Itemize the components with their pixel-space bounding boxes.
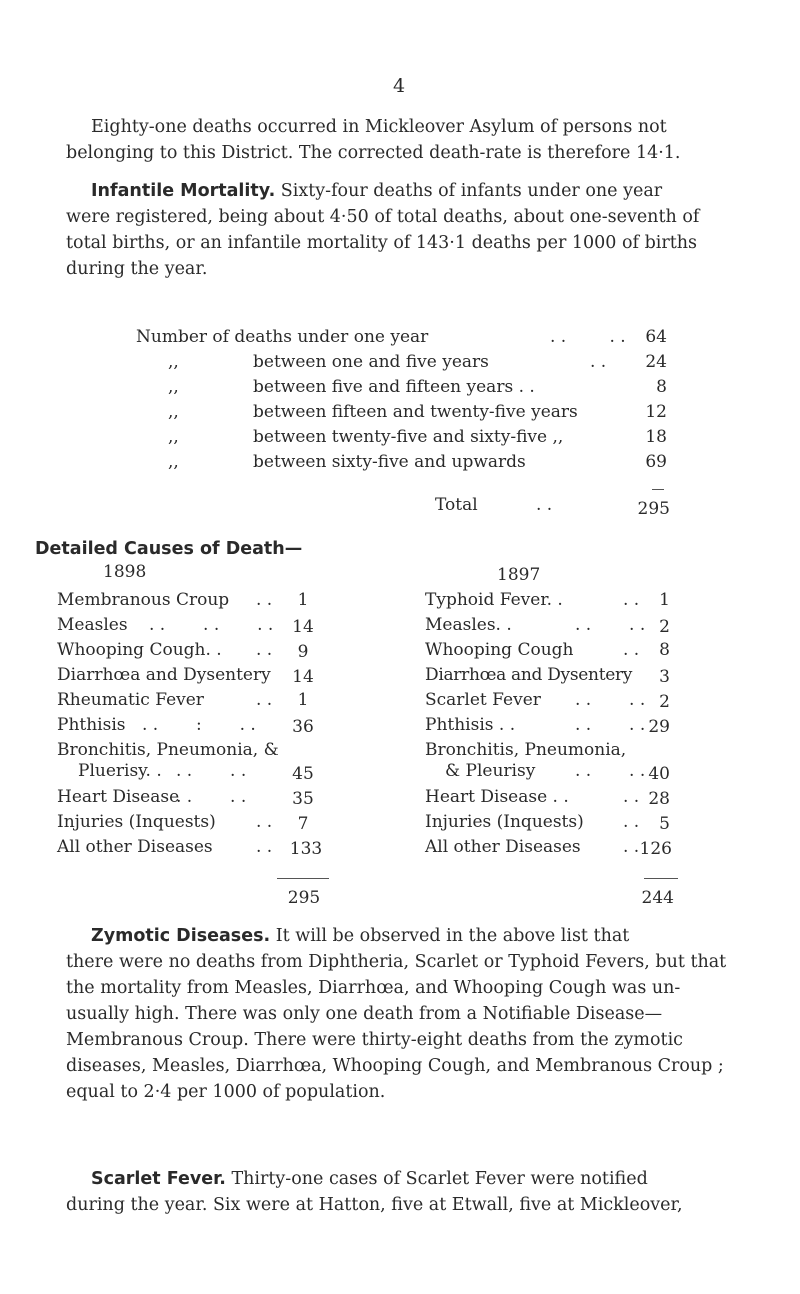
cause-dots: . . bbox=[256, 590, 273, 610]
zymotic-line-5: Membranous Croup. There were thirty-eight deaths from the zymotic bbox=[66, 1030, 683, 1050]
cause-dots: . . . . bbox=[575, 615, 646, 635]
cause-dots: . . bbox=[256, 812, 273, 832]
cause-label: Phthisis . . bbox=[425, 715, 516, 735]
zymotic-line-4: usually high. There was only one death from a Notifiable Disease— bbox=[66, 1004, 663, 1024]
infantile-line-4: during the year. bbox=[66, 259, 208, 279]
cause-value: 2 bbox=[659, 617, 670, 637]
cause-dots: . . . . bbox=[176, 787, 247, 807]
cause-label: All other Diseases bbox=[57, 837, 213, 857]
cause-label: Measles. . bbox=[425, 615, 512, 635]
cause-value: 1 bbox=[297, 690, 309, 710]
cause-value: 28 bbox=[648, 789, 670, 809]
cause-dots: . . . . bbox=[575, 690, 646, 710]
zymotic-line-2: there were no deaths from Diphtheria, Scarlet or Typhoid Fevers, but that bbox=[66, 952, 727, 972]
age-row-dots: . . bbox=[590, 352, 607, 372]
age-row-dots: . . . . bbox=[550, 327, 626, 347]
cause-value: 3 bbox=[659, 667, 670, 687]
scarlet-line-1-rest: Thirty-one cases of Scarlet Fever were notified bbox=[225, 1169, 648, 1189]
zymotic-line-3: the mortality from Measles, Diarrhœa, and Whooping Cough was un- bbox=[66, 978, 681, 998]
cause-value: 29 bbox=[648, 717, 670, 737]
cause-label: All other Diseases bbox=[425, 837, 581, 857]
zymotic-line-1 bbox=[66, 923, 766, 949]
zymotic-line-6: diseases, Measles, Diarrhœa, Whooping Cough, and Membranous Croup ; bbox=[66, 1056, 724, 1076]
page-number: 4 bbox=[393, 75, 406, 97]
cause-value: 35 bbox=[292, 789, 314, 809]
age-row-value: 18 bbox=[645, 427, 667, 447]
age-row-prefix: ,, bbox=[168, 427, 179, 447]
cause-dots: . . bbox=[256, 837, 273, 857]
infantile-line-3: total births, or an infantile mortality of 143·1 deaths per 1000 of births bbox=[66, 233, 698, 253]
cause-label-cont: & Pleurisy bbox=[445, 761, 536, 781]
cause-value: 1 bbox=[297, 590, 309, 610]
age-row-value: 24 bbox=[645, 352, 667, 372]
causes-right-total-rule bbox=[644, 878, 678, 879]
age-row bbox=[136, 327, 428, 347]
cause-label: Injuries (Inquests) bbox=[57, 812, 216, 832]
cause-value: 40 bbox=[648, 764, 670, 784]
age-total-value: 295 bbox=[637, 499, 670, 519]
cause-label: Scarlet Fever bbox=[425, 690, 541, 710]
scarlet-line-1 bbox=[66, 1166, 766, 1192]
cause-dots: . . . . bbox=[176, 761, 247, 781]
cause-dots: . . bbox=[623, 590, 640, 610]
cause-dots: . . . . bbox=[575, 715, 646, 735]
age-row-value: 8 bbox=[656, 377, 667, 397]
scarlet-heading: Scarlet Fever. bbox=[91, 1169, 226, 1189]
age-row-prefix: ,, bbox=[168, 452, 179, 472]
cause-value: 45 bbox=[292, 764, 314, 784]
cause-label: Whooping Cough. . bbox=[57, 640, 222, 660]
cause-label-cont: Pluerisy. . bbox=[78, 761, 162, 781]
age-total-rule bbox=[652, 489, 664, 490]
cause-value: 9 bbox=[297, 642, 309, 662]
cause-dots: . . bbox=[623, 640, 640, 660]
cause-label: Membranous Croup bbox=[57, 590, 230, 610]
cause-value: 1 bbox=[659, 590, 670, 610]
scarlet-paragraph bbox=[66, 1166, 766, 1218]
cause-value: 2 bbox=[659, 692, 670, 712]
age-row-prefix: ,, bbox=[168, 377, 179, 397]
cause-label: Injuries (Inquests) bbox=[425, 812, 584, 832]
infantile-line-2: were registered, being about 4·50 of total deaths, about one-seventh of bbox=[66, 207, 700, 227]
scarlet-line-2: during the year. Six were at Hatton, five at Etwall, five at Mickleover, bbox=[66, 1195, 683, 1215]
cause-value: 14 bbox=[292, 667, 314, 687]
cause-value: 133 bbox=[289, 839, 323, 859]
causes-heading: Detailed Causes of Death— bbox=[35, 539, 303, 559]
intro-line-1: Eighty-one deaths occurred in Mickleover Asylum of persons not bbox=[91, 117, 667, 137]
cause-dots: . . bbox=[256, 640, 273, 660]
causes-right-total: 244 bbox=[641, 888, 674, 908]
cause-value: 5 bbox=[659, 814, 670, 834]
age-row-label: between one and five years bbox=[253, 352, 489, 372]
age-total-label: Total bbox=[435, 495, 478, 515]
age-row-value: 12 bbox=[645, 402, 667, 422]
age-row-label: between twenty-five and sixty-five ,, bbox=[253, 427, 564, 447]
cause-label: Rheumatic Fever bbox=[57, 690, 204, 710]
causes-left-total-rule bbox=[277, 878, 329, 879]
cause-value: 8 bbox=[659, 640, 670, 660]
zymotic-line-1-rest: It will be observed in the above list that bbox=[270, 926, 630, 946]
cause-dots: . . bbox=[256, 690, 273, 710]
cause-dots: . . bbox=[623, 812, 640, 832]
infantile-heading: Infantile Mortality. bbox=[91, 181, 276, 201]
intro-paragraph bbox=[66, 114, 766, 166]
cause-label: Phthisis bbox=[57, 715, 126, 735]
cause-dots: . . . . . . bbox=[149, 615, 274, 635]
zymotic-paragraph bbox=[66, 923, 766, 1105]
infantile-line-1-rest: Sixty-four deaths of infants under one year bbox=[275, 181, 663, 201]
cause-label: Bronchitis, Pneumonia, bbox=[425, 740, 627, 760]
age-row-prefix: ,, bbox=[168, 352, 179, 372]
year-right: 1897 bbox=[497, 565, 541, 585]
infantile-paragraph bbox=[66, 178, 766, 282]
cause-value: 36 bbox=[292, 717, 314, 737]
age-row-value: 64 bbox=[645, 327, 667, 347]
year-left: 1898 bbox=[103, 562, 147, 582]
zymotic-line-7: equal to 2·4 per 1000 of population. bbox=[66, 1082, 386, 1102]
age-total-dots: . . bbox=[536, 495, 553, 515]
cause-dots: . . . . bbox=[575, 761, 646, 781]
cause-label: Diarrhœa and Dysentery bbox=[425, 665, 633, 685]
cause-dots: . . bbox=[623, 787, 640, 807]
cause-dots: . . bbox=[623, 837, 640, 857]
causes-left-total: 295 bbox=[287, 888, 321, 908]
cause-label: Measles bbox=[57, 615, 128, 635]
cause-dots: . . : . . bbox=[142, 715, 256, 735]
cause-label: Typhoid Fever. . bbox=[425, 590, 563, 610]
age-row-value: 69 bbox=[645, 452, 667, 472]
age-row-label: between fifteen and twenty-five years bbox=[253, 402, 578, 422]
age-row-label: between sixty-five and upwards bbox=[253, 452, 526, 472]
cause-label: Heart Disease bbox=[57, 787, 180, 807]
cause-label: Bronchitis, Pneumonia, & bbox=[57, 740, 279, 760]
age-row-label: Number of deaths under one year bbox=[136, 327, 429, 347]
cause-value: 14 bbox=[292, 617, 314, 637]
cause-label: Diarrhœa and Dysentery bbox=[57, 665, 271, 685]
zymotic-heading: Zymotic Diseases. bbox=[91, 926, 271, 946]
age-row-label: between five and fifteen years . . bbox=[253, 377, 535, 397]
intro-line-2: belonging to this District. The corrected death-rate is therefore 14·1. bbox=[66, 143, 681, 163]
cause-value: 126 bbox=[639, 839, 672, 859]
cause-label: Heart Disease . . bbox=[425, 787, 569, 807]
age-row-prefix: ,, bbox=[168, 402, 179, 422]
cause-label: Whooping Cough bbox=[425, 640, 574, 660]
cause-value: 7 bbox=[297, 814, 309, 834]
infantile-line-1 bbox=[66, 178, 766, 204]
